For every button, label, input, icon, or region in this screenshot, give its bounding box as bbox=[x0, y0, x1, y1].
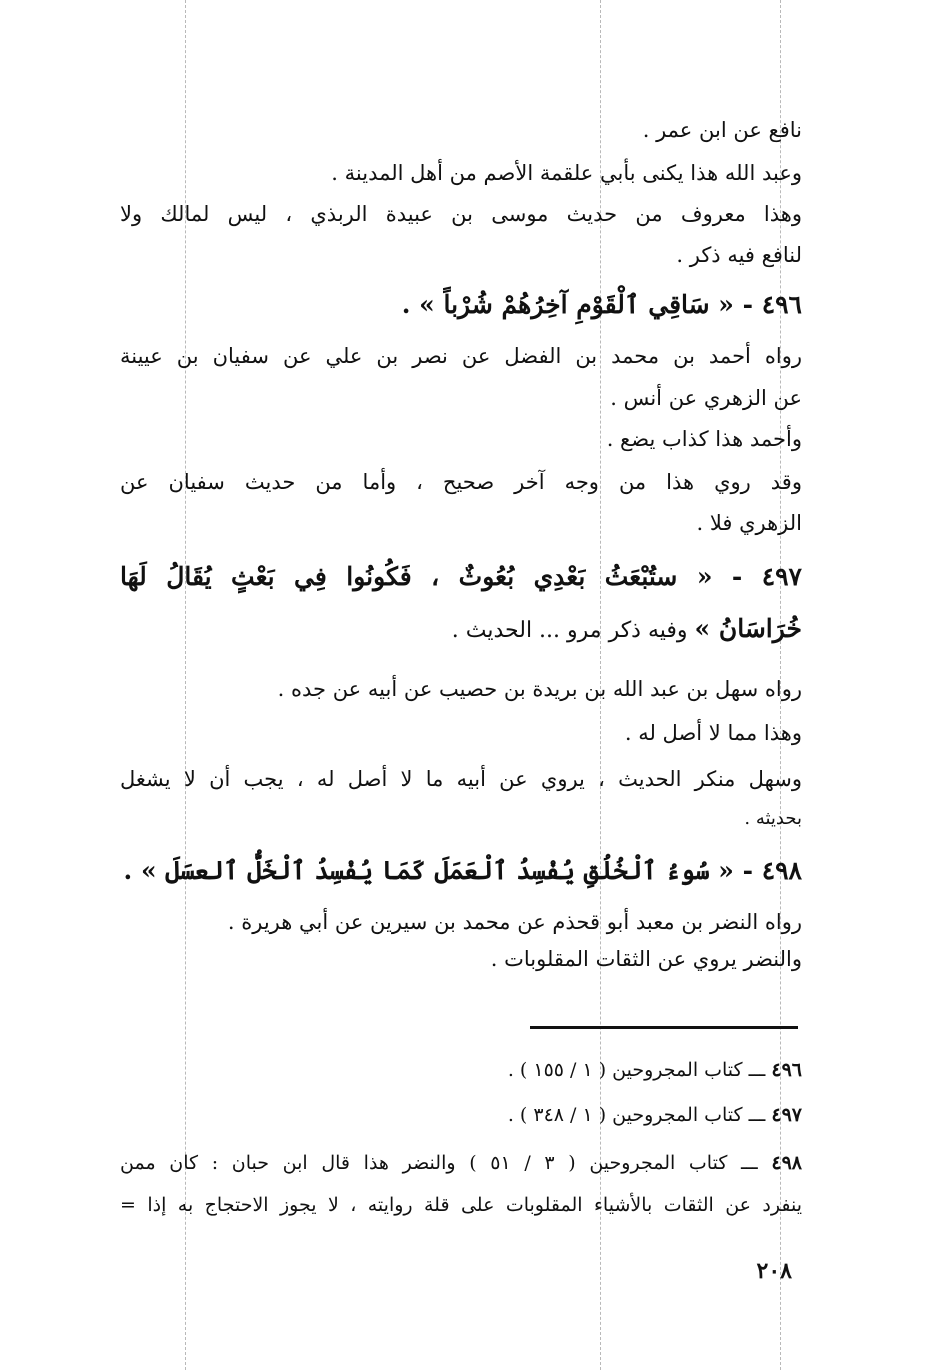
hadith-heading-497-note: وفيه ذكر مرو ... الحديث . bbox=[451, 618, 695, 643]
footnote bbox=[120, 1100, 802, 1130]
footnote-text: ـــ كتاب المجروحين ( ١ / ١٥٥ ) . bbox=[507, 1059, 772, 1081]
hadith-heading-497: ٤٩٧ - « ستُبْعَثُ بَعْدِي بُعُوثٌ ، فَكُونُوا فِي بَعْثٍ يُقَالُ لَهَا bbox=[120, 562, 802, 591]
footnote-text: ـــ كتاب المجروحين ( ١ / ٣٤٨ ) . bbox=[507, 1104, 772, 1126]
footnote-separator bbox=[530, 1026, 798, 1029]
text-line: رواه النضر بن معبد أبو قحذم عن محمد بن سيرين عن أبي هريرة . bbox=[227, 910, 802, 934]
text-line: وقد روي هذا من وجه آخر صحيح ، وأما من حديث سفيان عن bbox=[120, 470, 802, 494]
footnote-number: ٤٩٧ bbox=[771, 1104, 802, 1126]
text-line: وهذا معروف من حديث موسى بن عبيدة الربذي ، ليس لمالك ولا bbox=[120, 202, 802, 226]
footnote-number: ٤٩٦ bbox=[771, 1059, 802, 1081]
footnote-text: ـــ كتاب المجروحين ( ٣ / ٥١ ) والنضر هذا قال ابن حبان : كان ممن bbox=[120, 1152, 772, 1174]
text-line: بحديثه . bbox=[744, 808, 802, 829]
text-line: الزهري فلا . bbox=[696, 511, 802, 535]
hadith-heading-497-word: خُرَاسَانُ » bbox=[694, 614, 802, 643]
text-line: وعبد الله هذا يكنى بأبي علقمة الأصم من أهل المدينة . bbox=[331, 161, 802, 185]
text-line: والنضر يروي عن الثقات المقلوبات . bbox=[490, 947, 802, 971]
text-line: نافع عن ابن عمر . bbox=[642, 118, 802, 142]
text-line: عن الزهري عن أنس . bbox=[610, 386, 802, 410]
text-line: وهذا مما لا أصل له . bbox=[624, 721, 802, 745]
text-line: وأحمد هذا كذاب يضع . bbox=[606, 427, 802, 451]
footnote-continuation: ينفرد عن الثقات بالأشياء المقلوبات على قلة روايته ، لا يجوز الاحتجاج به إذا = bbox=[120, 1194, 802, 1216]
text-line: رواه سهل بن عبد الله بن بريدة بن حصيب عن أبيه عن جده . bbox=[277, 677, 802, 701]
text-line: وسهل منكر الحديث ، يروي عن أبيه ما لا أصل له ، يجب أن لا يشغل bbox=[120, 767, 802, 791]
text-line: لنافع فيه ذكر . bbox=[676, 243, 802, 267]
footnote-number: ٤٩٨ bbox=[771, 1152, 803, 1174]
page-number: ٢٠٨ bbox=[756, 1258, 792, 1284]
hadith-heading-498: ٤٩٨ - « سُوءُ ٱلْخُلُقِ يُفْسِدُ ٱلْعَمَلَ كَمَا يُفْسِدُ ٱلْخَلُّ ٱلعسَلَ » . bbox=[123, 856, 802, 885]
footnote bbox=[120, 1055, 802, 1085]
hadith-heading-497-continuation bbox=[120, 612, 802, 648]
hadith-heading-496: ٤٩٦ - « سَاقِي ٱلْقَوْمِ آخِرُهُمْ شُرْباً » . bbox=[401, 290, 802, 319]
footnote bbox=[120, 1148, 802, 1178]
text-line: رواه أحمد بن محمد بن الفضل عن نصر بن علي عن سفيان بن عيينة bbox=[120, 344, 802, 368]
